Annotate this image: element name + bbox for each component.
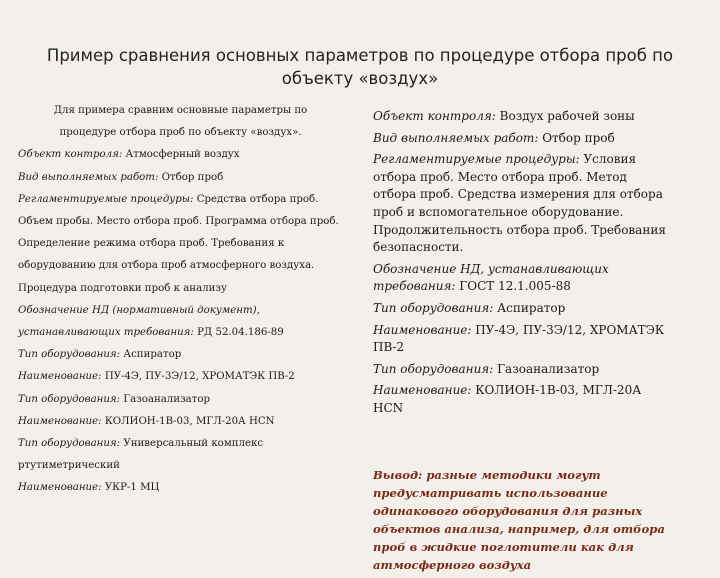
left-intro: Для примера сравним основные параметры по процедуре отбора проб по объекту «воздух».: [53, 105, 308, 139]
right-item-label: Наименование:: [373, 383, 472, 398]
left-item-value: Газоанализатор: [120, 393, 210, 405]
left-item-label: Тип оборудования:: [18, 438, 121, 450]
left-item: [18, 389, 343, 411]
left-item-value: ПУ-4Э, ПУ-3Э/12, ХРОМАТЭК ПВ-2: [101, 371, 295, 383]
left-item-value: Универсальный комплекс ртутиметрический: [18, 438, 264, 472]
left-item: [18, 144, 343, 166]
right-item: [373, 261, 673, 296]
left-item-value: УКР-1 МЦ: [101, 482, 160, 494]
right-item: [373, 130, 673, 148]
slide-title: Пример сравнения основных параметров по процедуре отбора проб по объекту «воздух»: [46, 46, 674, 88]
left-item: [18, 167, 343, 189]
right-item-label: Наименование:: [373, 322, 472, 337]
left-item: [18, 344, 343, 366]
left-item: [18, 411, 343, 433]
right-item-value: Аспиратор: [493, 300, 566, 315]
left-item-label: Тип оборудования:: [18, 393, 121, 405]
right-item: [373, 300, 673, 318]
right-item: [373, 382, 673, 417]
left-item-label: Наименование:: [18, 482, 102, 494]
left-item-label: Регламентируемые процедуры:: [18, 193, 194, 205]
left-item-label: Обозначение НД (нормативный документ), устанавливающих требования:: [18, 304, 260, 339]
right-item-value: ПУ-4Э, ПУ-3Э/12, ХРОМАТЭК ПВ-2: [373, 322, 665, 355]
right-item-value: ГОСТ 12.1.005-88: [455, 279, 571, 294]
right-item-value: Отбор проб: [538, 130, 615, 145]
left-item-label: Наименование:: [18, 371, 102, 383]
left-item: [18, 366, 343, 388]
left-item-value: КОЛИОН-1В-03, МГЛ-20А HCN: [101, 415, 275, 427]
left-item-label: Наименование:: [18, 415, 102, 427]
right-item-value: Воздух рабочей зоны: [495, 109, 635, 123]
right-column: [373, 108, 673, 578]
left-item: [18, 300, 343, 344]
right-item-value: Условия отбора проб. Место отбора проб. Метод отбора проб. Средства измерения для отбора проб и вспомогательное оборудование. Продолжительность отбора проб. Требования безопасности.: [373, 152, 666, 255]
right-item: [373, 322, 673, 357]
left-item: [18, 433, 343, 477]
right-item-label: Тип оборудования:: [373, 300, 494, 315]
right-item: [373, 361, 673, 379]
left-item-label: Объект контроля:: [18, 149, 123, 161]
left-item-value: Отбор проб: [158, 171, 224, 183]
right-item: [373, 108, 673, 126]
left-item-value: Аспиратор: [120, 349, 182, 361]
left-item-label: Вид выполняемых работ:: [18, 171, 159, 183]
right-item-label: Объект контроля:: [373, 109, 496, 123]
right-item-value: Газоанализатор: [493, 361, 600, 376]
conclusion-text: Вывод: разные методики могут предусматривать использование одинакового оборудования для разных объектов анализа, например, для отбора проб в жидкие поглотители как для атмосферного воздуха: [373, 467, 665, 572]
left-item: [18, 477, 343, 499]
left-item-value: Средства отбора проб. Объем пробы. Место отбора проб. Программа отбора проб. Определение режима отбора проб. Требования к оборудованию для отбора проб атмосферного воздуха. Процедура подготовки проб к анализу: [18, 193, 339, 294]
right-item-label: Тип оборудования:: [373, 361, 494, 376]
left-item: [18, 189, 343, 300]
left-item-label: Тип оборудования:: [18, 349, 121, 361]
right-item-label: Вид выполняемых работ:: [373, 130, 539, 145]
left-item-value: Атмосферный воздух: [122, 149, 240, 161]
left-item-value: РД 52.04.186-89: [193, 327, 284, 339]
right-item-value: КОЛИОН-1В-03, МГЛ-20А HCN: [373, 383, 642, 415]
right-item: [373, 151, 673, 257]
right-item-label: Регламентируемые процедуры:: [373, 152, 580, 167]
left-column: [18, 100, 343, 500]
right-item-label: Обозначение НД, устанавливающих требования:: [373, 261, 609, 294]
